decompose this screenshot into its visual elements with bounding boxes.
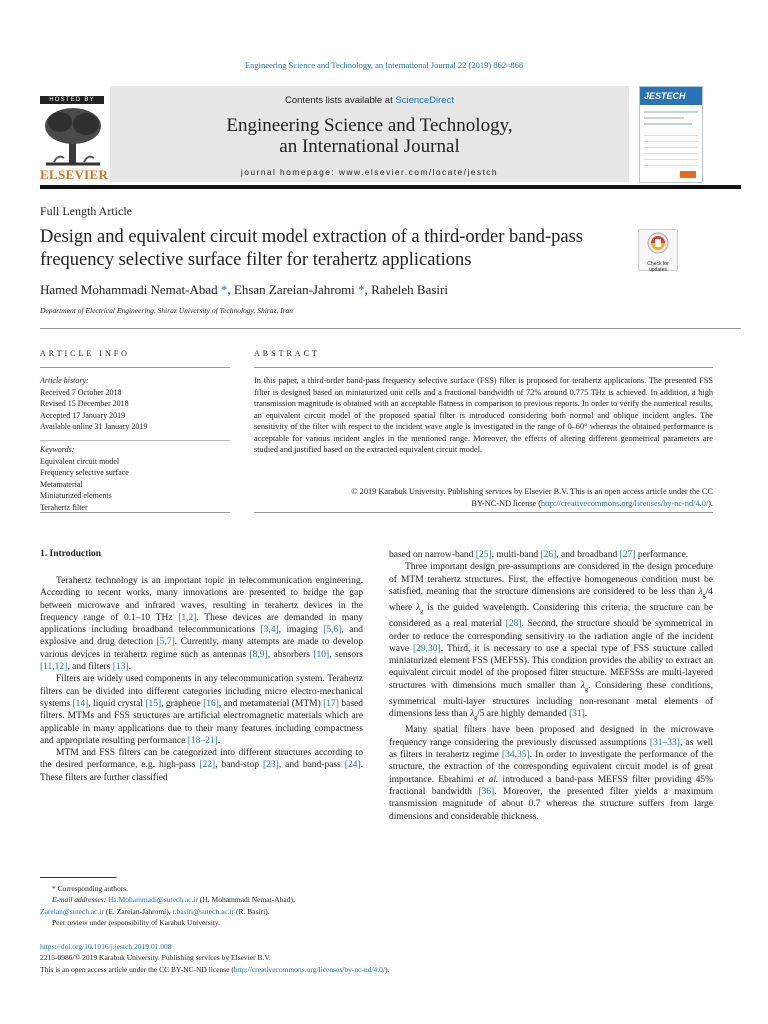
keyword: Miniaturized elements — [40, 491, 112, 500]
received-date: Received 7 October 2018 — [40, 387, 122, 397]
header-rule — [40, 185, 741, 189]
divider — [254, 367, 713, 368]
contents-prefix: Contents lists available at — [285, 95, 396, 106]
email-link[interactable]: Zareian@sutech.ac.ir — [40, 906, 104, 916]
citation-link[interactable]: [16] — [203, 698, 219, 709]
author-2-corresponding-mark[interactable]: * — [358, 282, 365, 297]
citation-link[interactable]: [3,4] — [260, 625, 279, 636]
author-1: Hamed Mohammadi Nemat-Abad — [40, 282, 218, 297]
contents-line — [110, 95, 629, 106]
author-3: Raheleh Basiri — [371, 282, 448, 297]
citation-link[interactable]: [24] — [344, 760, 361, 771]
elsevier-wordmark: ELSEVIER — [40, 167, 109, 182]
check-for-updates-badge[interactable] — [638, 229, 678, 271]
citation-link[interactable]: [1,2] — [178, 612, 197, 623]
article-title: Design and equivalent circuit model extraction of a third-order band-pass frequency selective surface filter for terahertz applications — [40, 227, 583, 270]
license-link[interactable]: http://creativecommons.org/licenses/by-nc-nd/4.0/ — [541, 498, 709, 508]
citation-link[interactable]: [31–33] — [649, 737, 680, 748]
citation-link[interactable]: [15] — [145, 698, 162, 709]
accepted-date: Accepted 17 January 2019 — [40, 410, 126, 420]
keywords-label: Keywords: — [40, 445, 75, 454]
doi-link[interactable]: https://doi.org/10.1016/j.jestch.2019.01.008 — [40, 942, 172, 951]
abstract-text: In this paper, a third-order band-pass frequency selective surface (FSS) filter is proposed for terahertz applications. The presented FSS filter is designed based on miniaturized unit cells and a fractional bandwidth of 72% around 0.775 THz is achieved. In addition, a high transmission magnitude is obtained with an acceptable flatness in comparison to previous reports. In order to verify the numerical results, an equivalent circuit model of the proposed spatial filter is introduced considering both normal and oblique incident angles. The sensitivity of the filter with respect to the incident wave angle is investigated in the range of 0–60° whereas the obtained performance is acceptable for various incident angles in the mentioned range. Moreover, the effects of altering different geometrical parameters are studied and justified based on the extracted equivalent circuit model. — [254, 376, 713, 454]
citation-link[interactable]: [5,6] — [323, 625, 342, 636]
citation-link[interactable]: [22] — [199, 760, 216, 771]
citation-link[interactable]: [25] — [475, 550, 492, 560]
email-addresses-cont: Zareian@sutech.ac.ir (E. Zareian-Jahromi), r.basiri@sutech.ac.ir (R. Basiri). — [40, 906, 270, 916]
copyright-line-1: © 2019 Karabuk University. Publishing services by Elsevier B.V. This is an open access article under the CC — [351, 487, 713, 496]
keyword: Metamaterial — [40, 479, 83, 489]
citation-link[interactable]: [29,30] — [413, 643, 441, 654]
author-separator: , — [364, 282, 372, 297]
issn-line: 2215-0986/© 2019 Karabuk University. Publishing services by Elsevier B.V. — [40, 953, 271, 963]
keyword: Terahertz filter — [40, 502, 88, 512]
body-column-left — [40, 575, 363, 784]
citation-link[interactable]: [28] — [505, 619, 522, 630]
journal-title-line-1: Engineering Science and Technology, — [226, 115, 513, 136]
citation-link[interactable]: [34,35] — [501, 750, 530, 761]
keywords — [40, 444, 230, 513]
online-date: Available online 31 January 2019 — [40, 422, 148, 431]
abstract-copyright — [254, 486, 713, 509]
author-1-corresponding-mark[interactable]: * — [220, 282, 228, 297]
license-link[interactable]: http://creativecommons.org/licenses/by-nc-nd/4.0/ — [233, 964, 385, 974]
crossmark-label: Check for updates — [647, 261, 669, 273]
paragraph: Many spatial filters have been proposed and designed in the microwave frequency range considering the previously discussed assumptions [31–33], as well as filters in terahertz regime [34,35]. In order to investigate the performance of the structure, the extraction of the corresponding equivalent circuit model is of great importance. Ebrahimi et al. introduced a band-pass MEFSS filter providing 45% fractional bandwidth [36]. Moreover, the presented filter yields a maximum transmission magnitude of about 0.7 whereas the structure suffers from large dimensions and considerable thickness. — [389, 725, 713, 822]
divider — [40, 328, 741, 329]
citation-link[interactable]: [10] — [313, 649, 330, 660]
citation-link[interactable]: [23] — [262, 760, 279, 771]
paragraph: Filters are widely used components in any telecommunication system. Terahertz filters can be divided into different categories including micro electro-mechanical systems [14], liquid crystal [15], graphene [16], and metamaterial (MTM) [17] based filters. MTMs and FSS structures are artificial electromagnetic materials which are applicable in many applications due to their many features including compactness and appropriate resulting performance [18–21]. — [40, 674, 363, 746]
affiliation: Department of Electrical Engineering, Shiraz University of Technology, Shiraz, Iran — [40, 306, 294, 315]
citation-link[interactable]: [26] — [540, 550, 557, 560]
citation-link[interactable]: [17] — [323, 698, 339, 709]
keyword: Frequency selective surface — [40, 468, 129, 477]
footnote-rule — [40, 877, 116, 878]
footnotes — [40, 883, 370, 928]
email-link[interactable]: r.basiri@sutech.ac.ir — [172, 906, 235, 916]
abstract-caption: ABSTRACT — [254, 349, 320, 358]
email-addresses: E-mail addresses: Ha.Mohammadi@sutech.ac.ir (H. Mohammadi Nemat-Abad), — [52, 895, 295, 905]
article-type: Full Length Article — [40, 204, 132, 218]
authors — [40, 282, 448, 298]
cover-label: JESTECH — [640, 87, 702, 105]
citation-link[interactable]: [36] — [478, 786, 495, 797]
copyright-line-2: BY-NC-ND license (http://creativecommons.org/licenses/by-nc-nd/4.0/). — [471, 498, 713, 508]
paragraph: based on narrow-band [25], multi-band [26], and broadband [27] performance. — [389, 550, 689, 560]
crossmark-icon — [639, 230, 677, 256]
citation-link[interactable]: [31] — [568, 709, 585, 720]
article-identifiers — [40, 941, 741, 975]
citation-link[interactable]: [27] — [619, 550, 636, 560]
journal-title — [110, 115, 629, 157]
email-link[interactable]: Ha.Mohammadi@sutech.ac.ir — [107, 895, 198, 905]
citation-link[interactable]: [11,12] — [40, 662, 68, 673]
revised-date: Revised 15 December 2018 — [40, 399, 129, 408]
journal-cover-thumbnail — [639, 86, 703, 183]
journal-citation[interactable]: Engineering Science and Technology, an International Journal 22 (2019) 862–868 — [244, 60, 524, 70]
citation-link[interactable]: [14] — [72, 698, 89, 709]
divider — [40, 440, 230, 441]
history-label: Article history: — [40, 376, 89, 385]
citation-link[interactable]: [18–21] — [187, 735, 218, 746]
article-history — [40, 375, 230, 433]
open-access-line: This is an open access article under the CC BY-NC-ND license (http://creativecommons.org/licenses/by-nc-nd/4.0/). — [40, 964, 390, 974]
hosted-by-label: HOSTED BY — [40, 96, 104, 104]
divider — [40, 367, 230, 368]
citation-link[interactable]: [13] — [112, 662, 129, 673]
sciencedirect-link[interactable]: ScienceDirect — [395, 95, 454, 106]
section-heading: 1. Introduction — [40, 549, 102, 559]
citation-link[interactable]: [5,7] — [156, 637, 175, 648]
journal-title-line-2: an International Journal — [279, 136, 460, 157]
paragraph: MTM and FSS filters can be categorized into different structures according to the desired performance, e.g. high-pass [22], band-stop [23], and band-pass [24]. These filters are further classified — [40, 748, 363, 783]
divider — [40, 512, 230, 513]
journal-homepage[interactable]: journal homepage: www.elsevier.com/locate/jestch — [240, 167, 499, 177]
body-column-right — [389, 549, 713, 823]
divider — [254, 512, 713, 513]
citation-link[interactable]: [8,9] — [249, 649, 268, 660]
corresponding-note: * Corresponding authors. — [52, 884, 129, 893]
paragraph: Three important design pre-assumptions are considered in the design procedure of MTM terahertz structures. First, the effective homogeneous condition must be satisfied, meaning that the structure dimensions are considered to be less than $\lambda_g/4$ where $\lambda_g$ is the guided wavelength. Considering this criteria, the structure can be considered as a real material [28]. Second, the structure should be symmetrical in order to reduce the corresponding sensitivity to the radiation angle of the incident wave [29,30]. Third, it is necessary to use a special type of FSS structure called miniaturized element FSS (MEFSS). This condition provides the ability to extract an equivalent circuit model of the proposed filter structure. MEFSSs are multi-layered structures with dimensions much smaller than $\lambda_g$. Considering these conditions, symmetrical multi-layer structures including non-resonant metal elements of dimensions less than $\lambda_g/5$ are highly demanded [31]. — [389, 562, 713, 722]
author-separator: , — [227, 282, 234, 297]
article-info-caption: ARTICLE INFO — [40, 349, 130, 358]
author-2: Ehsan Zareian-Jahromi — [233, 282, 355, 297]
paragraph: Terahertz technology is an important topic in telecommunication engineering. According to recent works, many innovations are presented to bridge the gap between microwave and infrared waves, resulting in terahertz devices in the frequency range of 0.1–10 THz [1,2]. These devices are demanded in many applications including broadband telecommunications [3,4], imaging [5,6], and explosive and drug detection [5,7]. Currently, many attempts are made to develop various devices in terahertz regime such as antennas [8,9], absorbers [10], sensors [11,12], and filters [13]. — [40, 576, 363, 673]
peer-review-note: Peer review under responsibility of Karabuk University. — [52, 917, 221, 927]
keyword: Equivalent circuit model — [40, 456, 120, 466]
